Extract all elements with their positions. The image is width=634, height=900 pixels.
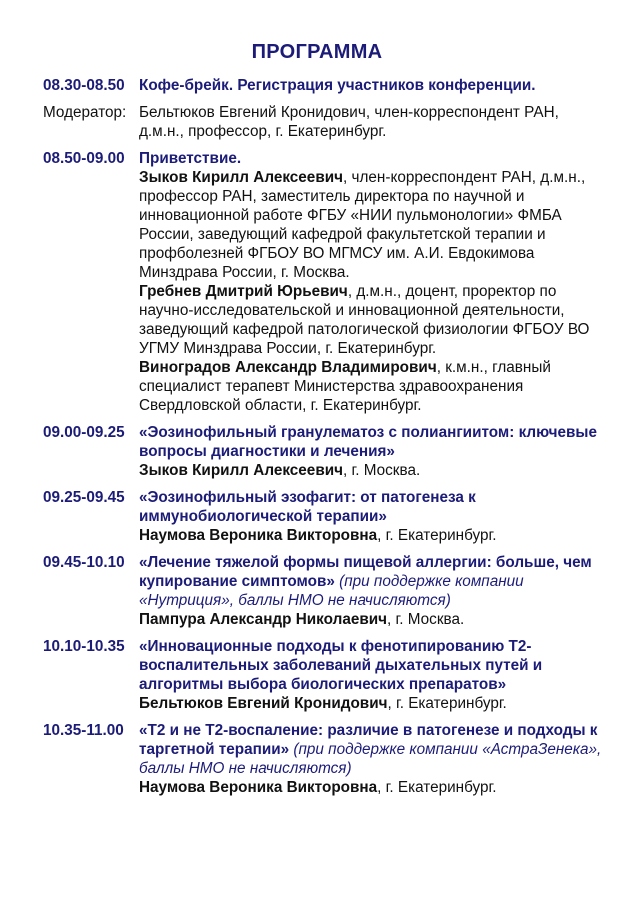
- entry-note: (при поддержке компании «АстраЗенека», баллы НМО не начисляются): [139, 741, 602, 777]
- entry-title-line: [139, 149, 603, 168]
- speaker-name: Зыков Кирилл Алексеевич: [139, 462, 344, 479]
- speaker: [139, 103, 603, 141]
- entry-title: «Лечение тяжелой формы пищевой аллергии: больше, чем купирование симптомов»: [139, 554, 592, 590]
- entry-title-line: [139, 637, 603, 694]
- entry-body: [139, 149, 603, 415]
- time-slot: 08.50-09.00: [43, 150, 125, 167]
- entry-title-line: [139, 553, 603, 610]
- entry-title: «Инновационные подходы к фенотипированию Т2-воспалительных заболеваний дыхательных путей и алгоритмы выбора биологических препаратов»: [139, 638, 543, 693]
- entry-title-line: [139, 423, 603, 461]
- time-slot: 08.30-08.50: [43, 77, 125, 94]
- program-entry: [43, 76, 603, 95]
- entry-body: [139, 103, 603, 141]
- entry-title-line: [139, 76, 603, 95]
- entry-body: [139, 76, 603, 95]
- program-entry: [43, 637, 603, 713]
- moderator-label: Модератор:: [43, 104, 127, 121]
- speaker-details: , г. Москва.: [387, 611, 465, 628]
- speaker-name: Виноградов Александр Владимирович: [139, 359, 437, 376]
- speaker-details: , г. Екатеринбург.: [377, 779, 497, 796]
- entry-title: Кофе-брейк. Регистрация участников конференции.: [139, 77, 536, 94]
- entry-title: Приветствие.: [139, 150, 242, 167]
- speaker-name: Пампура Александр Николаевич: [139, 611, 388, 628]
- entry-title: «Эозинофильный эзофагит: от патогенеза к иммунобиологической терапии»: [139, 489, 476, 525]
- time-slot: 09.00-09.25: [43, 424, 125, 441]
- page-title: ПРОГРАММА: [251, 41, 383, 63]
- entry-body: [139, 721, 603, 797]
- entry-body: [139, 637, 603, 713]
- time-slot: 10.10-10.35: [43, 638, 125, 655]
- speaker: [139, 778, 603, 797]
- speaker-name: Наумова Вероника Викторовна: [139, 779, 378, 796]
- entry-body: [139, 553, 603, 629]
- entry-title: «Т2 и не Т2-воспаление: различие в патогенезе и подходы к таргетной терапии»: [139, 722, 598, 758]
- speaker: [139, 694, 603, 713]
- speaker-details: , г. Екатеринбург.: [387, 695, 507, 712]
- speaker: [139, 282, 603, 358]
- speaker-details: , к.м.н., главный специалист терапевт Министерства здравоохранения Свердловской области, г. Екатеринбург.: [139, 359, 551, 414]
- program-entry: [43, 488, 603, 545]
- entry-note: (при поддержке компании «Нутриция», баллы НМО не начисляются): [139, 573, 524, 609]
- speaker-name: Бельтюков Евгений Кронидович: [139, 695, 388, 712]
- time-slot: 09.45-10.10: [43, 554, 125, 571]
- time-slot: 10.35-11.00: [43, 722, 124, 739]
- speaker: [139, 610, 603, 629]
- speaker-details: , д.м.н., доцент, проректор по научно-исследовательской и инновационной деятельности, заведующий кафедрой патологической физиологии ФГБОУ ВО УГМУ Минздрава России, г. Екатеринбург.: [139, 283, 590, 357]
- speaker-details: , г. Москва.: [343, 462, 421, 479]
- speaker-name: Гребнев Дмитрий Юрьевич: [139, 283, 348, 300]
- speaker-details: , член-корреспондент РАН, д.м.н., профессор РАН, заместитель директора по научной и инновационной работе ФГБУ «НИИ пульмонологии» ФМБА России, заведующий кафедрой факультетской терапии и профболезней ФГБОУ ВО МГМСУ им. А.И. Евдокимова Минздрава России, г. Москва.: [139, 169, 586, 281]
- program-list: [43, 76, 603, 805]
- speaker: [139, 358, 603, 415]
- speaker-details: , г. Екатеринбург.: [377, 527, 497, 544]
- entry-title: «Эозинофильный гранулематоз с полиангиитом: ключевые вопросы диагностики и лечения»: [139, 424, 597, 460]
- speaker: [139, 168, 603, 282]
- speaker-details: Бельтюков Евгений Кронидович, член-корреспондент РАН, д.м.н., профессор, г. Екатеринбург.: [139, 104, 559, 140]
- entry-body: [139, 488, 603, 545]
- entry-title-line: [139, 488, 603, 526]
- program-entry: [43, 103, 603, 141]
- entry-body: [139, 423, 603, 480]
- speaker: [139, 461, 603, 480]
- time-slot: 09.25-09.45: [43, 489, 125, 506]
- program-entry: [43, 553, 603, 629]
- program-entry: [43, 423, 603, 480]
- entry-title-line: [139, 721, 603, 778]
- program-entry: [43, 149, 603, 415]
- speaker-name: Зыков Кирилл Алексеевич: [139, 169, 344, 186]
- speaker-name: Наумова Вероника Викторовна: [139, 527, 378, 544]
- speaker: [139, 526, 603, 545]
- program-entry: [43, 721, 603, 797]
